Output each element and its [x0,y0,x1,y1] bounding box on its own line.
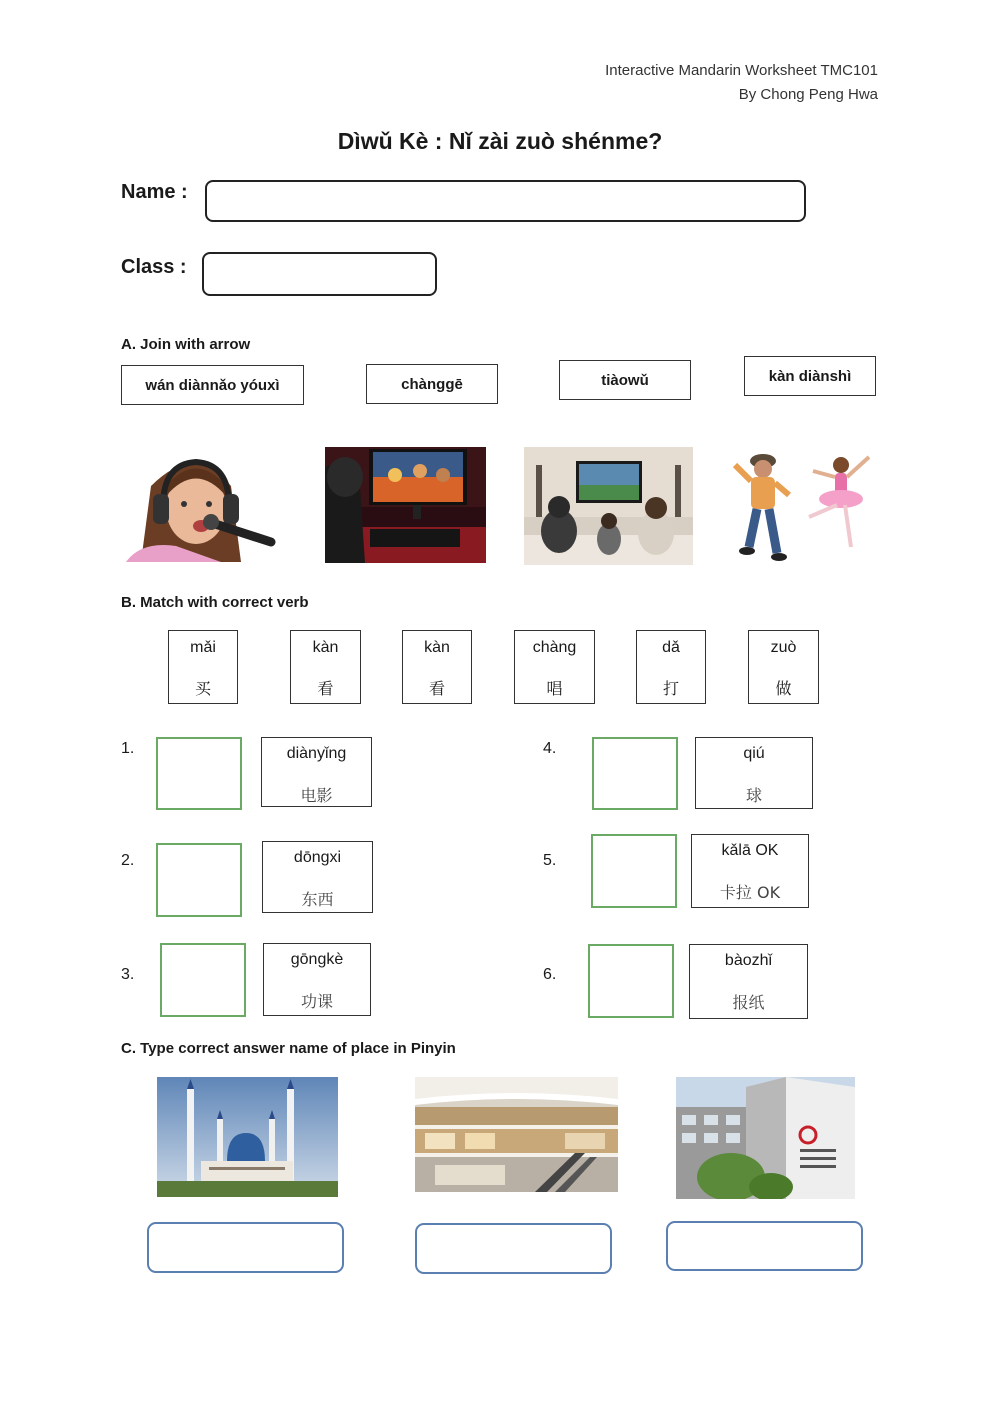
verb-pinyin: mǎi [190,639,216,656]
verb-card-mai[interactable] [168,630,238,704]
noun-pinyin: diànyǐng [286,745,347,762]
noun-card-2 [262,841,373,913]
name-input[interactable] [205,180,806,222]
verb-hanzi: 买 [194,679,211,698]
verb-hanzi: 看 [317,679,334,698]
hospital-picture [676,1077,855,1199]
word-box-game[interactable]: wán diànnǎo yóuxì [121,365,304,405]
item-number: 5. [543,852,557,869]
verb-card-kan-2[interactable] [402,630,472,704]
item-number: 6. [543,966,557,983]
noun-hanzi: 报纸 [732,993,765,1012]
verb-hanzi: 看 [428,679,445,698]
verb-card-chang[interactable] [514,630,595,704]
noun-card-1 [261,737,372,807]
verb-pinyin: kàn [424,639,450,656]
verb-pinyin: chàng [532,639,577,656]
mosque-picture [157,1077,338,1197]
verb-pinyin: dǎ [662,639,680,656]
verb-hanzi: 做 [775,679,792,698]
verb-pinyin: kàn [312,639,339,656]
verb-hanzi: 唱 [546,679,563,698]
item-number: 2. [121,852,135,869]
worksheet-code: Interactive Mandarin Worksheet TMC101 [605,62,878,79]
answer-box-6[interactable] [588,944,674,1018]
section-a-heading: A. Join with arrow [121,336,251,353]
noun-pinyin: bàozhǐ [724,952,773,969]
section-c-heading: C. Type correct answer name of place in Pinyin [121,1040,456,1057]
verb-pinyin: zuò [770,639,797,656]
answer-box-2[interactable] [156,843,242,917]
verb-hanzi: 打 [662,679,679,698]
noun-pinyin: qiú [743,745,765,762]
answer-box-4[interactable] [592,737,678,810]
noun-hanzi: 东西 [301,890,334,909]
author-line: By Chong Peng Hwa [738,86,878,103]
singing-picture[interactable] [121,446,281,562]
item-number: 3. [121,966,135,983]
item-number: 4. [543,740,557,757]
noun-pinyin: gōngkè [290,951,344,968]
mall-picture [415,1077,618,1192]
word-box-tv[interactable]: kàn diànshì [744,356,876,396]
section-b-heading: B. Match with correct verb [121,594,309,611]
noun-hanzi: 卡拉 OK [719,883,781,902]
class-input[interactable] [202,252,437,296]
answer-box-5[interactable] [591,834,677,908]
answer-box-1[interactable] [156,737,242,810]
place-answer-input-3[interactable] [666,1221,863,1271]
gaming-picture[interactable] [325,447,486,563]
place-answer-input-2[interactable] [415,1223,612,1274]
noun-card-6 [689,944,808,1019]
noun-hanzi: 电影 [300,786,333,805]
noun-hanzi: 球 [745,786,762,805]
watching-tv-picture[interactable] [524,447,693,565]
verb-card-da[interactable] [636,630,706,704]
page-title: Dìwǔ Kè : Nǐ zài zuò shénme? [337,128,663,154]
answer-box-3[interactable] [160,943,246,1017]
word-box-dance[interactable]: tiàowǔ [559,360,691,400]
noun-card-5 [691,834,809,908]
verb-card-zuo[interactable] [748,630,819,704]
noun-hanzi: 功课 [300,992,333,1011]
verb-card-kan[interactable] [290,630,361,704]
class-label: Class : [121,256,187,278]
noun-card-3 [263,943,371,1016]
noun-pinyin: kǎlā OK [721,842,779,859]
noun-card-4 [695,737,813,809]
word-box-sing[interactable]: chànggē [366,364,498,404]
noun-pinyin: dōngxi [293,849,342,866]
dancing-picture[interactable] [729,447,875,563]
name-label: Name : [121,181,188,203]
place-answer-input-1[interactable] [147,1222,344,1273]
item-number: 1. [121,740,135,757]
